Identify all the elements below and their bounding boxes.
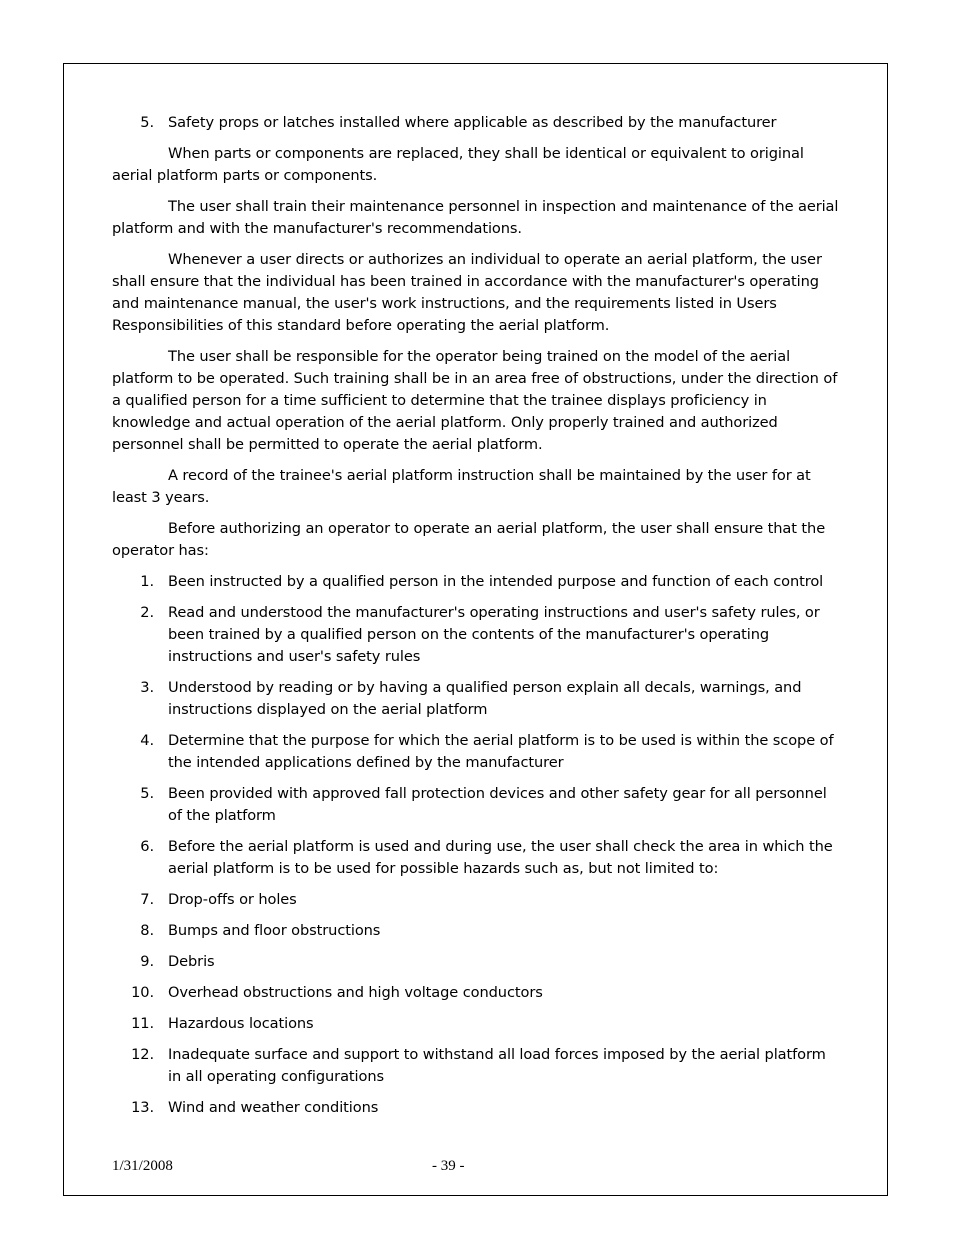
list-item <box>112 1044 842 1088</box>
list-item-text: Before the aerial platform is used and during use, the user shall check the area in which the aerial platform is to be used for possible hazards such as, but not limited to: <box>168 838 833 877</box>
list-item-number: 1. <box>140 573 154 590</box>
list-item <box>112 982 842 1004</box>
list-item-text: Safety props or latches installed where applicable as described by the manufacturer <box>168 114 777 131</box>
list-item <box>112 1013 842 1035</box>
list-item-text: Been instructed by a qualified person in the intended purpose and function of each control <box>168 573 824 590</box>
list-item-number: 5. <box>140 785 154 802</box>
list-item-number: 3. <box>140 679 154 696</box>
list-item-number: 12. <box>131 1046 154 1063</box>
list-item <box>112 783 842 827</box>
list-item-text: Overhead obstructions and high voltage conductors <box>168 984 543 1001</box>
list-item <box>112 889 842 911</box>
document-body <box>112 112 842 1128</box>
list-item <box>112 836 842 880</box>
paragraph: A record of the trainee's aerial platform instruction shall be maintained by the user for at least 3 years. <box>112 467 811 506</box>
footer-date: 1/31/2008 <box>112 1158 173 1174</box>
list-item-text: Debris <box>168 953 215 970</box>
paragraph: Whenever a user directs or authorizes an individual to operate an aerial platform, the user shall ensure that the individual has been trained in accordance with the manufacturer's operating and maintenance manual, the user's work instructions, and the requirements listed in Users Responsibilities of this standard before operating the aerial platform. <box>112 251 822 334</box>
list-item-text: Understood by reading or by having a qualified person explain all decals, warnings, and instructions displayed on the aerial platform <box>168 679 802 718</box>
list-item <box>112 602 842 668</box>
paragraph: Before authorizing an operator to operate an aerial platform, the user shall ensure that the operator has: <box>112 520 826 559</box>
footer-page-number: - 39 - <box>432 1158 465 1174</box>
list-item-text: Hazardous locations <box>168 1015 314 1032</box>
paragraph: The user shall train their maintenance personnel in inspection and maintenance of the aerial platform and with the manufacturer's recommendations. <box>112 198 839 237</box>
list-item-number: 8. <box>140 922 154 939</box>
list-item-text: Wind and weather conditions <box>168 1099 379 1116</box>
list-item <box>112 951 842 973</box>
list-item <box>112 1097 842 1119</box>
paragraph: When parts or components are replaced, they shall be identical or equivalent to original aerial platform parts or components. <box>112 145 804 184</box>
list-item-number: 9. <box>140 953 154 970</box>
list-item-number: 5. <box>140 114 154 131</box>
list-item <box>112 677 842 721</box>
list-item-text: Drop-offs or holes <box>168 891 297 908</box>
list-item <box>112 730 842 774</box>
list-item-number: 7. <box>140 891 154 908</box>
list-item <box>112 571 842 593</box>
list-item-number: 11. <box>131 1015 154 1032</box>
list-item-number: 10. <box>131 984 154 1001</box>
list-item-text: Determine that the purpose for which the aerial platform is to be used is within the scope of the intended applications defined by the manufacturer <box>168 732 834 771</box>
list-item-text: Bumps and floor obstructions <box>168 922 381 939</box>
list-item-text: Inadequate surface and support to withstand all load forces imposed by the aerial platform in all operating configurations <box>168 1046 826 1085</box>
list-item-number: 13. <box>131 1099 154 1116</box>
list-item <box>112 920 842 942</box>
list-item <box>112 112 842 134</box>
list-item-text: Been provided with approved fall protection devices and other safety gear for all personnel of the platform <box>168 785 827 824</box>
list-item-number: 4. <box>140 732 154 749</box>
paragraph: The user shall be responsible for the operator being trained on the model of the aerial platform to be operated. Such training shall be in an area free of obstructions, under the direction of a qualified person for a time sufficient to determine that the trainee displays proficiency in knowledge and actual operation of the aerial platform. Only properly trained and authorized personnel shall be permitted to operate the aerial platform. <box>112 348 838 453</box>
list-item-text: Read and understood the manufacturer's operating instructions and user's safety rules, or been trained by a qualified person on the contents of the manufacturer's operating instructions and user's safety rules <box>168 604 820 665</box>
list-item-number: 6. <box>140 838 154 855</box>
list-item-number: 2. <box>140 604 154 621</box>
